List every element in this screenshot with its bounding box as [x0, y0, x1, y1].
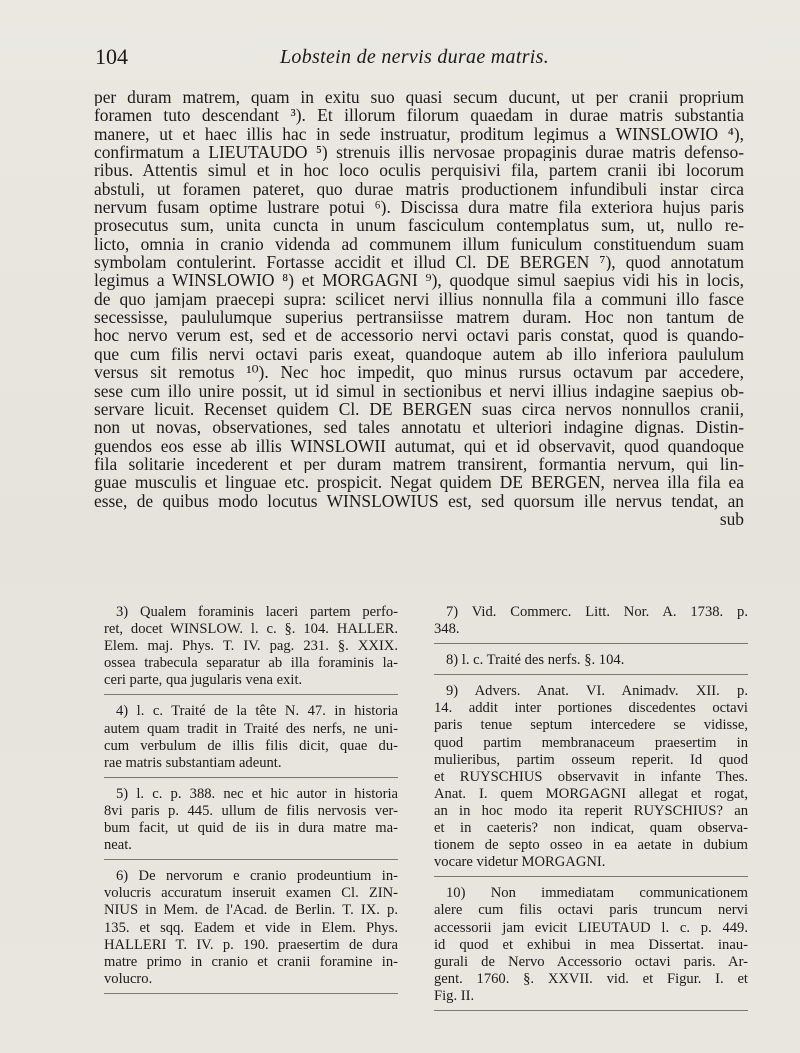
page-number: 104: [95, 44, 128, 69]
footnote-line: 6) De nervorum e cranio prodeuntium in-: [116, 868, 398, 885]
footnote-line: Elem. maj. Phys. T. IV. pag. 231. §. XXIX.: [104, 638, 398, 655]
footnote-divider: [434, 1010, 748, 1011]
footnote-line: 4) l. c. Traité de la tête N. 47. in historia: [116, 703, 398, 720]
footnote-fn4: [104, 703, 398, 777]
body-line: que cum filis nervi octavi paris exeat, quandoque autem ab illo inferiora paululum: [94, 344, 744, 364]
footnote-line: vocare videtur MORGAGNI.: [434, 854, 606, 871]
footnote-line: Fig. II.: [434, 987, 475, 1004]
body-line: non ut novas, observationes, sed tales annotatu et ulteriori indagine dignas. Distin-: [94, 418, 744, 437]
footnote-line: 14. addit inter portiones discedentes octavi: [434, 700, 748, 717]
body-line: prosecutus sum, unita cuncta in unum fasciculum contemplatus sum, ut, nullo re-: [94, 216, 744, 235]
footnote-line: quod partim membranaceum praesertim in: [434, 734, 748, 751]
footnotes: [104, 604, 748, 1004]
footnote-line: paris tenue septum intercedere se vidisse,: [434, 717, 748, 734]
footnote-line: neat.: [104, 837, 132, 854]
footnote-line: id quod et exhibui in mea Dissertat. inau-: [434, 936, 748, 953]
footnote-line: mulieribus, partim osseum reperit. Id quod: [434, 751, 748, 768]
footnote-line: Anat. I. quem MORGAGNI allegat et rogat,: [434, 785, 748, 802]
footnote-line: gent. 1760. §. XXVII. vid. et Figur. I. et: [434, 970, 748, 987]
body-line: esse, de quibus modo locutus WINSLOWIUS est, sed quorsum ille nervus tendat, an: [94, 491, 744, 510]
footnote-line: ossea trabecula separatur ab illa foraminis la-: [104, 655, 398, 672]
body-line: nervum fusam optime lustrare potui ⁶). Discissa dura matre fila exteriora hujus paris: [94, 198, 744, 217]
footnote-fn8: [434, 652, 748, 675]
footnote-divider: [434, 643, 748, 644]
running-head: Lobstein de nervis durae matris.: [280, 46, 550, 68]
footnote-divider: [434, 876, 748, 877]
footnote-line: rae matris substantiam adeunt.: [104, 754, 282, 771]
footnote-line: 3) Qualem foraminis laceri partem perfo-: [116, 604, 398, 620]
body-line: sub: [719, 509, 744, 529]
body-line: secessisse, paululumque superius pertransiisse matrem duram. Hoc non tantum de: [94, 308, 744, 327]
footnote-line: tionem de septo osseo in ea aetate in dubium: [434, 837, 748, 854]
footnote-line: volucris accuratum inseruit examen Cl. ZIN-: [104, 885, 398, 902]
footnote-fn5: [104, 786, 398, 860]
footnote-line: HALLERI T. IV. p. 190. praesertim de dura: [104, 936, 398, 953]
footnote-fn9: [434, 683, 748, 877]
footnote-divider: [104, 859, 398, 860]
footnote-fn7: [434, 604, 748, 644]
body-line: versus sit remotus ¹⁰). Nec hoc impedit, quo minus rursus octavum par accedere,: [94, 363, 744, 382]
footnote-line: an in hoc modo ita reperit RUYSCHIUS? an: [434, 802, 748, 819]
footnote-divider: [434, 674, 748, 675]
footnotes-left-column: [104, 604, 398, 1002]
footnote-line: alere cum filis octavi paris truncum nervi: [434, 902, 748, 919]
footnote-line: 135. et sqq. Eadem et vide in Elem. Phys.: [104, 919, 398, 936]
footnote-divider: [104, 777, 398, 778]
body-line: abstuli, ut foramen pateret, quo durae matris productionem infundibuli instar circa: [94, 179, 744, 199]
footnote-line: matre primo in cranio et cranii foramine in-: [104, 953, 398, 970]
body-line: licto, omnia in cranio videnda ad communem illum funiculum constituendum suam: [94, 234, 744, 254]
body-line: hoc nervo verum est, sed et de accessorio nervi octavi paris constat, quod is quando-: [94, 326, 744, 345]
footnote-line: 10) Non immediatam communicationem: [446, 885, 748, 902]
body-line: legimus a WINSLOWIO ⁸) et MORGAGNI ⁹), quodque simul saepius vidi his in locis,: [94, 271, 744, 290]
body-line: foramen tuto descendant ³). Et illorum filorum quaedam in durae matris substantia: [94, 106, 744, 125]
footnote-line: NIUS in Mem. de l'Acad. de Berlin. T. IX. p.: [104, 902, 398, 919]
footnote-line: accessorii jam evicit LIEUTAUD l. c. p. 449.: [434, 919, 748, 936]
footnote-line: 9) Advers. Anat. VI. Animadv. XII. p.: [446, 683, 748, 700]
footnote-line: cum verbulum de illis filis dicit, quae du-: [104, 737, 398, 754]
footnote-fn6: [104, 868, 398, 994]
body-line: servare licuit. Recenset quidem Cl. DE BERGEN suas circa nervos nonnullos cranii,: [94, 399, 744, 419]
footnote-divider: [104, 694, 398, 695]
body-line: de quo jamjam praecepi supra: scilicet nervi illius nonnulla fila a communi illo fasce: [94, 289, 744, 309]
body-line: fila solitarie incederent et per duram matrem transirent, formantia nervum, qui lin-: [94, 454, 744, 474]
body-line: sese cum illo unire possit, ut id simul in sectionibus et nervi illius indagine saepius ob-: [94, 381, 744, 400]
body-text: [94, 88, 744, 528]
footnote-line: bum facit, ut quid de iis in dura matre ma-: [104, 820, 398, 837]
footnote-line: et RUYSCHIUS observavit in infante Thes.: [434, 768, 748, 785]
footnote-fn10: [434, 885, 748, 1011]
footnote-line: et in caeteris? non indicat, quam observa-: [434, 820, 748, 837]
body-line: guae musculis et linguae etc. prospicit. Negat quidem DE BERGEN, nervea illa fila ea: [94, 473, 744, 492]
page-header: [95, 44, 742, 74]
footnote-divider: [104, 993, 398, 994]
footnote-fn3: [104, 604, 398, 695]
footnote-line: 5) l. c. p. 388. nec et hic autor in historia: [116, 785, 398, 802]
footnote-line: 7) Vid. Commerc. Litt. Nor. A. 1738. p.: [446, 604, 748, 620]
body-line: per duram matrem, quam in exitu suo quasi secum ducunt, ut per cranii proprium: [94, 88, 744, 107]
footnote-line: autem quam tradit in Traité des nerfs, ne uni-: [104, 720, 398, 737]
footnote-line: volucro.: [104, 970, 153, 987]
body-line: symbolam contulerint. Fortasse accidit et illud Cl. DE BERGEN ⁷), quod annotatum: [94, 253, 744, 272]
footnote-line: 8vi paris p. 445. ullum de filis nervosis ver-: [104, 802, 398, 819]
body-line: confirmatum a LIEUTAUDO ⁵) strenuis illis nervosae propaginis durae matris defenso-: [94, 143, 744, 162]
footnotes-right-column: [434, 604, 748, 1019]
footnote-line: ceri parte, qua jugularis vena exit.: [104, 672, 303, 689]
footnote-line: ret, docet WINSLOW. l. c. §. 104. HALLER.: [104, 621, 398, 638]
footnote-line: 8) l. c. Traité des nerfs. §. 104.: [446, 652, 625, 669]
footnote-line: gurali de Nervo Accessorio octavi paris. Ar-: [434, 953, 748, 970]
footnote-line: 348.: [434, 621, 460, 638]
body-line: manere, ut et haec illis hac in sede instruatur, proditum legimus a WINSLOWIO ⁴),: [94, 124, 744, 144]
body-line: ribus. Attentis simul et in hoc loco oculis perquisivi fila, partem cranii ibi locorum: [94, 161, 744, 180]
body-line: guendos eos esse ab illis WINSLOWII autumat, qui et id observavit, quod quandoque: [94, 436, 744, 455]
